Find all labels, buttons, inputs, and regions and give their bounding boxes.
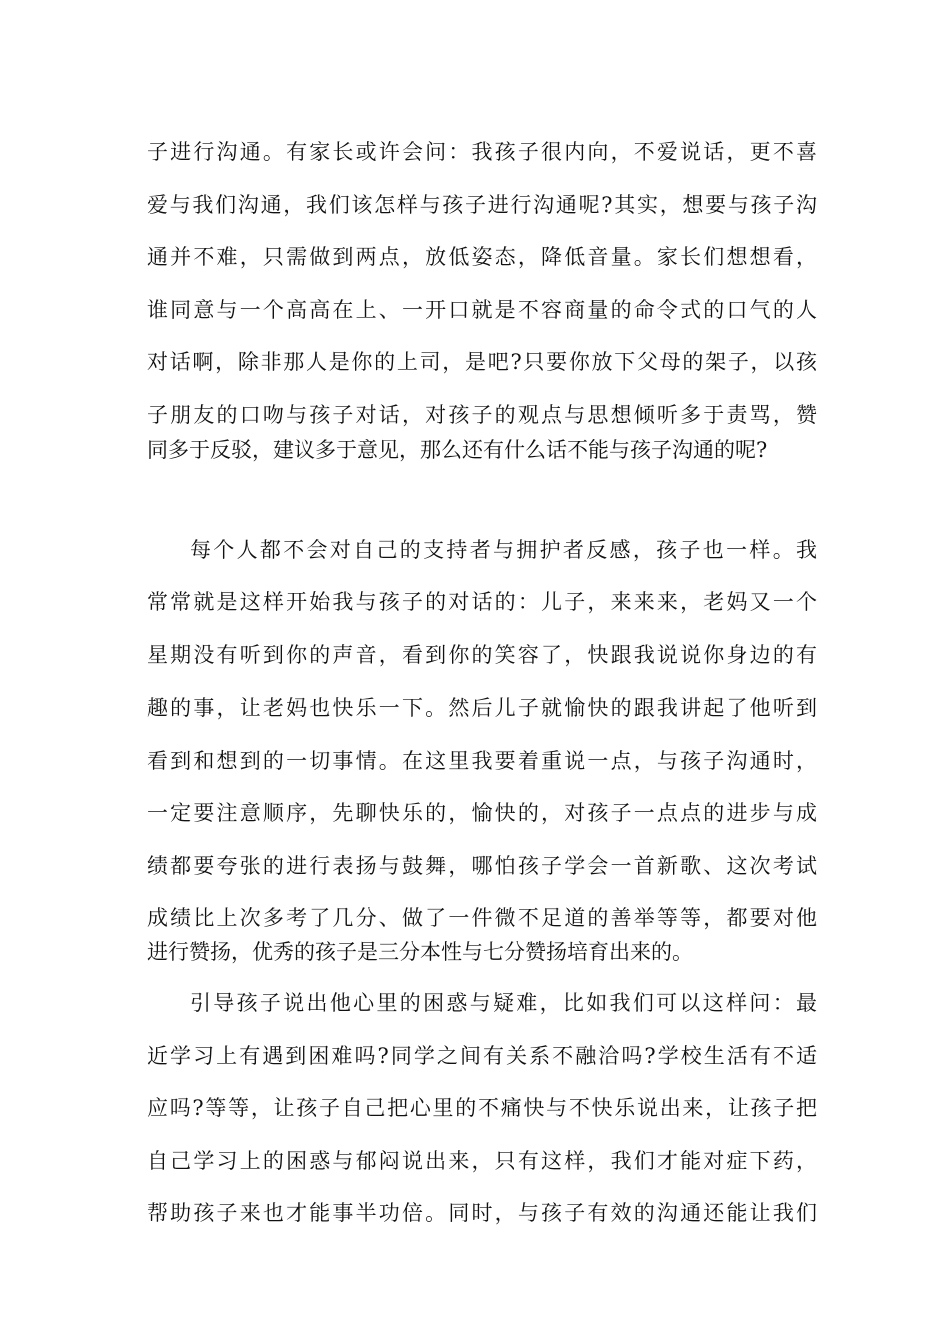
text-line: 绩都要夸张的进行表扬与鼓舞，哪怕孩子学会一首新歌、这次考试: [147, 854, 817, 878]
text-line: 进行赞扬，优秀的孩子是三分本性与七分赞扬培育出来的。: [147, 940, 693, 964]
text-line: 子朋友的口吻与孩子对话，对孩子的观点与思想倾听多于责骂，赞: [147, 403, 817, 427]
text-line: 自己学习上的困惑与郁闷说出来，只有这样，我们才能对症下药，: [147, 1149, 817, 1173]
text-line: 每个人都不会对自己的支持者与拥护者反感，孩子也一样。我: [190, 538, 817, 562]
text-line: 帮助孩子来也才能事半功倍。同时，与孩子有效的沟通还能让我们: [147, 1201, 817, 1225]
text-line: 对话啊，除非那人是你的上司，是吧?只要你放下父母的架子，以孩: [147, 350, 817, 374]
text-line: 子进行沟通。有家长或许会问：我孩子很内向，不爱说话，更不喜: [147, 140, 817, 164]
text-line: 趣的事，让老妈也快乐一下。然后儿子就愉快的跟我讲起了他听到: [147, 696, 817, 720]
text-line: 近学习上有遇到困难吗?同学之间有关系不融洽吗?学校生活有不适: [147, 1044, 817, 1068]
text-line: 引导孩子说出他心里的困惑与疑难，比如我们可以这样问：最: [190, 991, 817, 1015]
text-line: 爱与我们沟通，我们该怎样与孩子进行沟通呢?其实，想要与孩子沟: [147, 193, 817, 217]
text-line: 星期没有听到你的声音，看到你的笑容了，快跟我说说你身边的有: [147, 643, 817, 667]
text-line: 谁同意与一个高高在上、一开口就是不容商量的命令式的口气的人: [147, 298, 817, 322]
text-line: 同多于反驳，建议多于意见，那么还有什么话不能与孩子沟通的呢?: [147, 438, 768, 462]
text-line: 看到和想到的一切事情。在这里我要着重说一点，与孩子沟通时，: [147, 749, 817, 773]
text-line: 应吗?等等，让孩子自己把心里的不痛快与不快乐说出来，让孩子把: [147, 1096, 817, 1120]
text-line: 成绩比上次多考了几分、做了一件微不足道的善举等等，都要对他: [147, 906, 817, 930]
text-line: 常常就是这样开始我与孩子的对话的：儿子，来来来，老妈又一个: [147, 590, 817, 614]
text-line: 一定要注意顺序，先聊快乐的，愉快的，对孩子一点点的进步与成: [147, 801, 817, 825]
text-line: 通并不难，只需做到两点，放低姿态，降低音量。家长们想想看，: [147, 245, 817, 269]
